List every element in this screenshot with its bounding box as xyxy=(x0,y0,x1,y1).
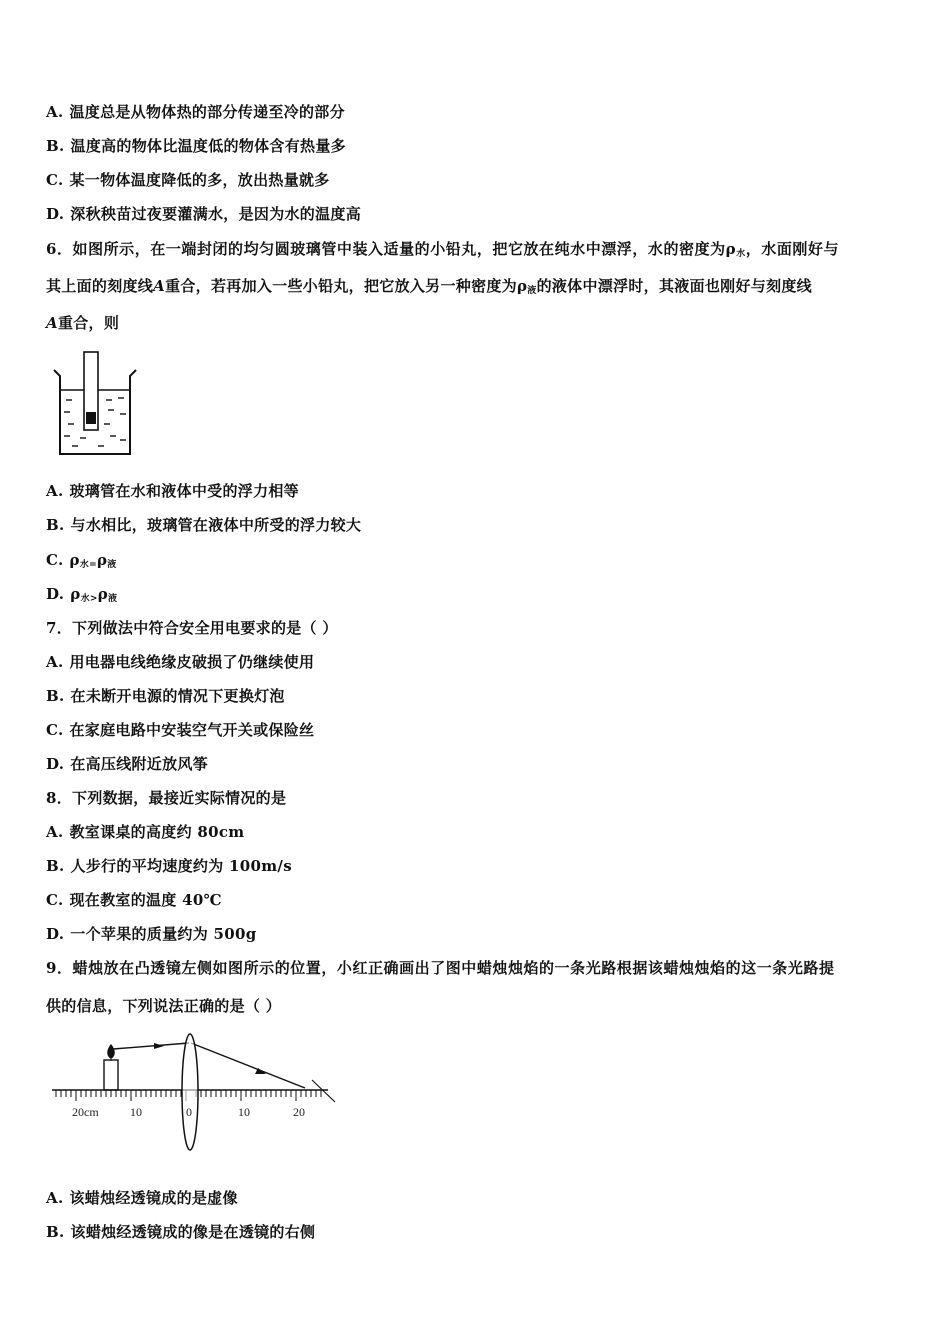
q8-option-d: D. 一个苹果的质量约为 500g xyxy=(46,925,257,943)
q7-stem: 7．下列做法中符合安全用电要求的是（ ） xyxy=(46,619,338,637)
convex-lens xyxy=(182,1034,198,1150)
q5-option-c: C. 某一物体温度降低的多，放出热量就多 xyxy=(46,171,330,189)
ruler-label-20cm: 20cm xyxy=(72,1105,99,1119)
q7-option-a: A. 用电器电线绝缘皮破损了仍继续使用 xyxy=(46,653,315,671)
q6-option-a: A. 玻璃管在水和液体中受的浮力相等 xyxy=(46,482,299,500)
q6-option-d: D. $\rho_{水>}\rho_液$ xyxy=(46,585,118,604)
ruler-label-10-left: 10 xyxy=(130,1105,142,1119)
ruler-label-0: 0 xyxy=(186,1105,192,1119)
q8-option-c: C. 现在教室的温度 40℃ xyxy=(46,891,222,909)
q6-stem-line3: A重合，则 xyxy=(46,314,120,332)
q9-lens-figure xyxy=(50,1030,345,1155)
candle-flame xyxy=(107,1044,115,1059)
q8-option-b: B. 人步行的平均速度约为 100m/s xyxy=(46,857,292,875)
q9-stem-line1: 9．蜡烛放在凸透镜左侧如图所示的位置，小红正确画出了图中蜡烛烛焰的一条光路根据该蜡烛烛焰的这一条光路提 xyxy=(46,959,835,977)
q5-option-a: A. 温度总是从物体热的部分传递至冷的部分 xyxy=(46,103,345,121)
q9-stem-line2: 供的信息，下列说法正确的是（ ） xyxy=(46,997,282,1015)
q9-option-a: A. 该蜡烛经透镜成的是虚像 xyxy=(46,1189,238,1207)
q8-stem: 8．下列数据，最接近实际情况的是 xyxy=(46,789,287,807)
ruler-label-10-right: 10 xyxy=(238,1105,250,1119)
q6-beaker-figure xyxy=(50,350,140,460)
q5-option-d: D. 深秋秧苗过夜要灌满水，是因为水的温度高 xyxy=(46,205,361,223)
q7-option-c: C. 在家庭电路中安装空气开关或保险丝 xyxy=(46,721,315,739)
q8-option-a: A. 教室课桌的高度约 80cm xyxy=(46,823,245,841)
q6-stem-line2: 其上面的刻度线A重合，若再加入一些小铅丸，把它放入另一种密度为$\rho_液$的液体中漂浮时，其液面也刚好与刻度线 xyxy=(46,277,812,296)
q9-option-b: B. 该蜡烛经透镜成的像是在透镜的右侧 xyxy=(46,1223,316,1241)
q5-option-b: B. 温度高的物体比温度低的物体含有热量多 xyxy=(46,137,346,155)
q6-option-c: C. $\rho_{水=}\rho_液$ xyxy=(46,551,117,570)
q6-option-b: B. 与水相比，玻璃管在液体中所受的浮力较大 xyxy=(46,516,362,534)
ruler-label-20-right: 20 xyxy=(293,1105,305,1119)
q6-stem-line1: 6．如图所示，在一端封闭的均匀圆玻璃管中装入适量的小铅丸，把它放在纯水中漂浮，水的密度为$\rho_水$，水面刚好与 xyxy=(46,240,840,259)
q7-option-d: D. 在高压线附近放风筝 xyxy=(46,755,208,773)
candle xyxy=(104,1060,118,1090)
q7-option-b: B. 在未断开电源的情况下更换灯泡 xyxy=(46,687,285,705)
